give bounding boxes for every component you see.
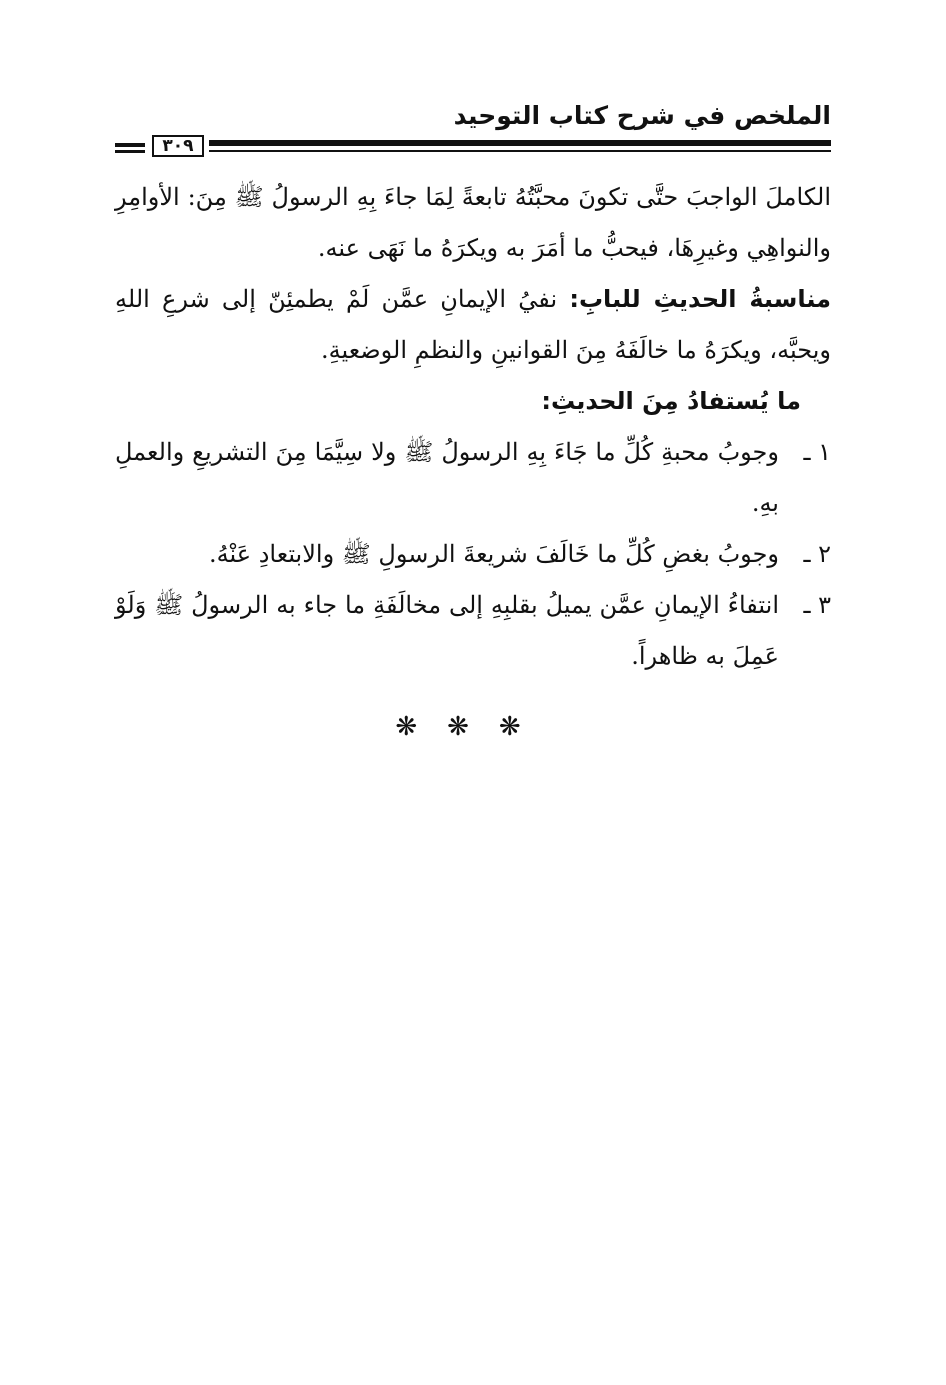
header-dash-bottom bbox=[115, 150, 145, 153]
relevance-label: مناسبةُ الحديثِ للبابِ: bbox=[569, 285, 831, 313]
benefit-item-2 bbox=[115, 529, 831, 580]
header-dash-top bbox=[115, 143, 145, 147]
benefit-number: ٣ ـ bbox=[803, 591, 831, 619]
intro-paragraph: الكاملَ الواجبَ حتَّى تكونَ محبَّتُهُ تابعةً لِمَا جاءَ بِهِ الرسولُ ﷺ مِنَ: الأوامِرِ والنواهِي وغيرِهَا، فيحبُّ ما أمَرَ به ويكرَهُ ما نَهَى عنه. bbox=[115, 183, 831, 262]
benefit-item-3 bbox=[115, 580, 831, 682]
benefit-text: وجوبُ بغضِ كُلِّ ما خَالَفَ شريعةَ الرسولِ ﷺ والابتعادِ عَنْهُ. bbox=[209, 540, 779, 568]
benefit-number: ١ ـ bbox=[803, 438, 831, 466]
benefits-heading: ما يُستفادُ مِنَ الحديثِ: bbox=[541, 387, 801, 415]
benefit-item-1 bbox=[115, 427, 831, 529]
page-number: ٣٠٩ bbox=[152, 135, 204, 157]
benefit-text: انتفاءُ الإيمانِ عمَّن يميلُ بقلبِهِ إلى مخالَفَةِ ما جاء به الرسولُ ﷺ وَلَوْ عَمِلَ به ظاهراً. bbox=[115, 591, 779, 670]
benefit-number: ٢ ـ bbox=[803, 540, 831, 568]
page-body bbox=[115, 172, 831, 682]
section-separator: ❋❋❋ bbox=[395, 712, 551, 742]
header-rule-thin bbox=[209, 150, 831, 152]
relevance-paragraph bbox=[115, 274, 831, 376]
book-title: الملخص في شرح كتاب التوحيد bbox=[453, 101, 831, 130]
benefit-text: وجوبُ محبةِ كُلِّ ما جَاءَ بِهِ الرسولُ ﷺ ولا سِيَّمَا مِنَ التشريعِ والعملِ بهِ. bbox=[115, 438, 779, 517]
page-header bbox=[115, 96, 831, 160]
relevance-text: نفيُ الإيمانِ عمَّن لَمْ يطمئِنّ إلى شرعِ اللهِ ويحبَّه، ويكرَهُ ما خالَفَهُ مِنَ القوانينِ والنظمِ الوضعيةِ. bbox=[115, 285, 831, 364]
header-rule-thick bbox=[209, 140, 831, 146]
